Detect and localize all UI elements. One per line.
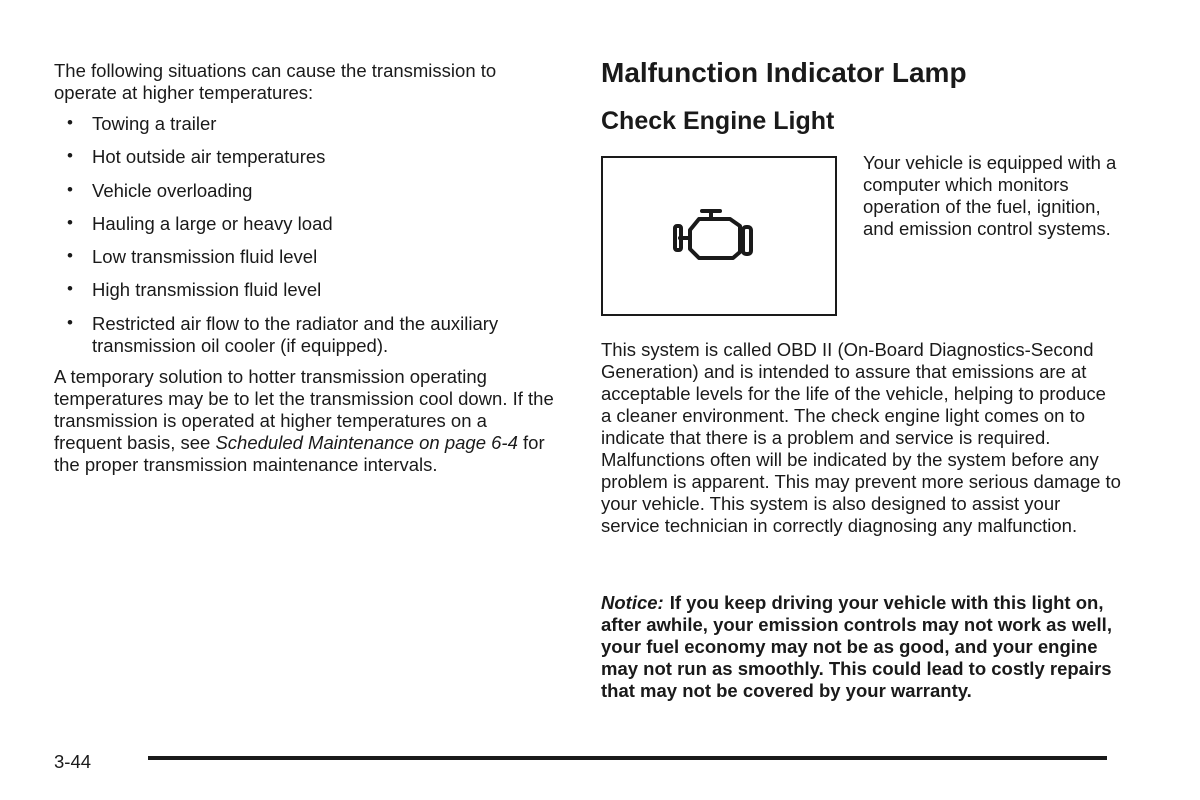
page-title: Malfunction Indicator Lamp — [601, 57, 967, 88]
section-title: Check Engine Light — [601, 107, 835, 135]
list-item: • High transmission fluid level — [54, 279, 559, 301]
page-number: 3-44 — [54, 751, 92, 772]
intro-paragraph: The following situations can cause the transmission to operate at higher temperatures: — [54, 60, 497, 103]
notice-label: Notice: — [601, 592, 664, 613]
check-engine-illustration — [601, 156, 837, 316]
cooling-paragraph — [54, 366, 559, 476]
list-item: • Vehicle overloading — [54, 180, 559, 202]
notice-paragraph — [601, 592, 1121, 702]
list-item: • Restricted air flow to the radiator and the auxiliary transmission oil cooler (if equipped). — [54, 313, 559, 357]
list-item: • Hauling a large or heavy load — [54, 213, 559, 235]
left-column — [54, 60, 559, 476]
paragraph-text: for the proper transmission maintenance intervals. — [54, 431, 545, 475]
list-item: • Towing a trailer — [54, 113, 559, 135]
obd-paragraph: This system is called OBD II (On-Board Diagnostics-Second Generation) and is intended to assure that emissions are at acceptable levels for the life of the vehicle, helping to produce a cleaner environment. The check engine light comes on to indicate that there is a problem and service is required. Malfunctions often will be indicated by the system before any problem is apparent. This may prevent more serious damage to your vehicle. This system is also designed to assist your service technician in correctly diagnosing any malfunction. — [601, 339, 1121, 536]
list-item: • Hot outside air temperatures — [54, 146, 559, 168]
computer-description: Your vehicle is equipped with a computer which monitors operation of the fuel, ignition, and emission control systems. — [863, 152, 1117, 239]
notice-text: If you keep driving your vehicle with this light on, after awhile, your emission controls may not work as well, your fuel economy may not be as good, and your engine may not run as smoothly. This could lead to costly repairs that may not be covered by your warranty. — [601, 592, 1112, 701]
list-item: • Low transmission fluid level — [54, 246, 559, 268]
situation-list — [54, 113, 559, 357]
footer-divider — [148, 756, 1107, 760]
paragraph-text: A temporary solution to hotter transmission operating temperatures may be to let the transmission cool down. If the transmission is operated at higher temperatures on a frequent basis, see — [54, 365, 554, 453]
maintenance-reference-link[interactable]: Scheduled Maintenance on page 6-4 — [215, 431, 518, 453]
check-engine-icon — [672, 208, 756, 264]
